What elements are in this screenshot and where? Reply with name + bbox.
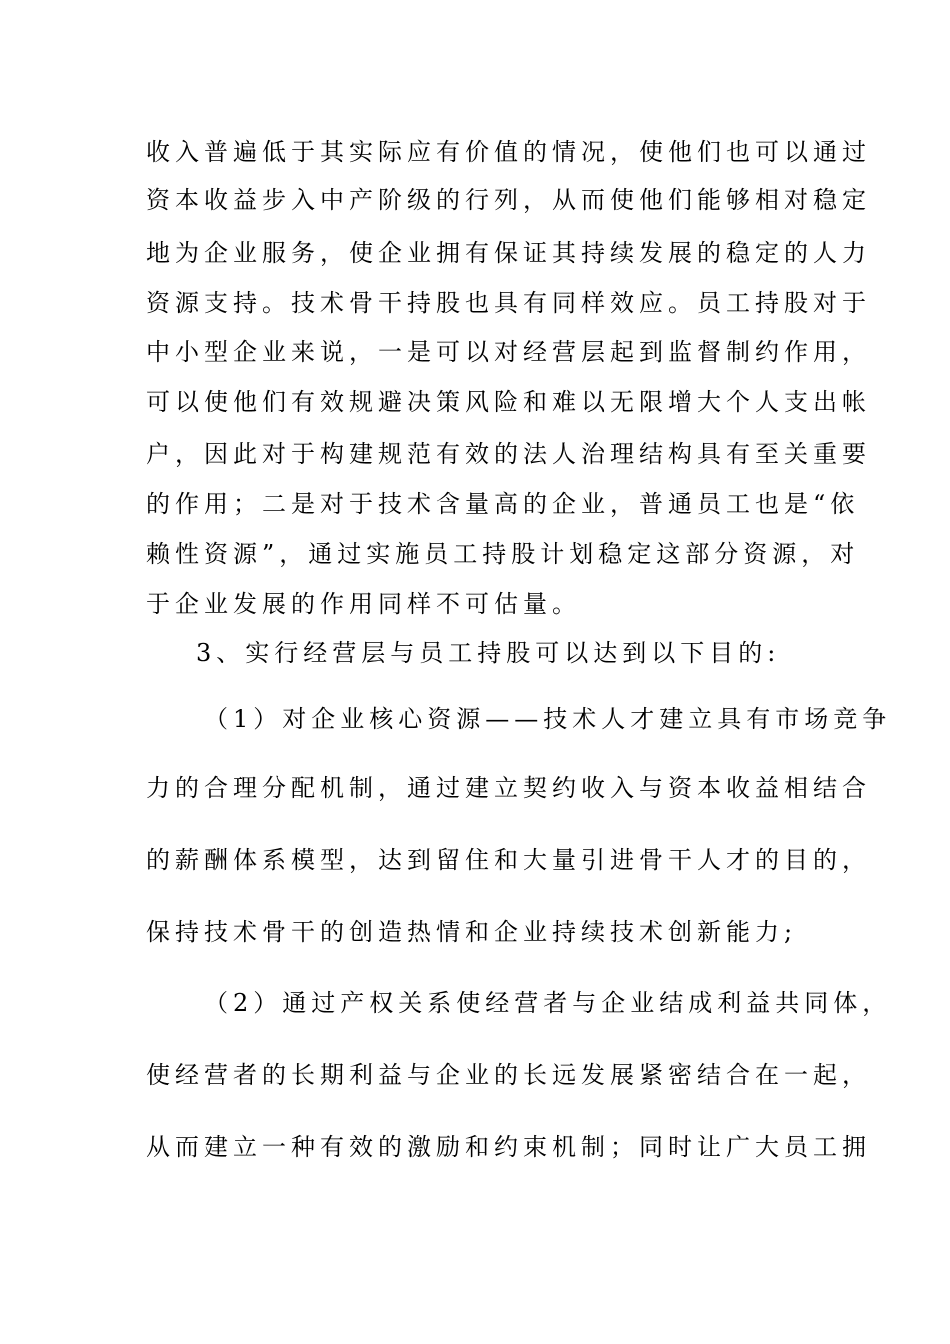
paragraph-line: 地为企业服务，使企业拥有保证其持续发展的稳定的人力 (146, 239, 871, 267)
list-item-line: （2）通过产权关系使经营者与企业结成利益共同体， (204, 989, 892, 1017)
paragraph-line: 的作用；二是对于技术含量高的企业，普通员工也是“依 (146, 490, 860, 518)
list-item-line: 从而建立一种有效的激励和约束机制；同时让广大员工拥 (146, 1133, 871, 1161)
list-item-line: 保持技术骨干的创造热情和企业持续技术创新能力; (146, 918, 798, 946)
paragraph-line: 于企业发展的作用同样不可估量。 (146, 590, 581, 618)
section-heading: 3、实行经营层与员工持股可以达到以下目的: (196, 639, 781, 667)
paragraph-line: 可以使他们有效规避决策风险和难以无限增大个人支出帐 (146, 388, 871, 416)
paragraph-line: 赖性资源”，通过实施员工持股计划稳定这部分资源，对 (146, 540, 860, 568)
paragraph-line: 收入普遍低于其实际应有价值的情况，使他们也可以通过 (146, 138, 871, 166)
paragraph-line: 资本收益步入中产阶级的行列，从而使他们能够相对稳定 (146, 186, 871, 214)
list-item-line: 的薪酬体系模型，达到留住和大量引进骨干人才的目的， (146, 846, 871, 874)
paragraph-line: 户，因此对于构建规范有效的法人治理结构具有至关重要 (146, 440, 871, 468)
list-item-line: 力的合理分配机制，通过建立契约收入与资本收益相结合 (146, 774, 871, 802)
paragraph-line: 中小型企业来说，一是可以对经营层起到监督制约作用， (146, 338, 871, 366)
list-item-line: 使经营者的长期利益与企业的长远发展紧密结合在一起， (146, 1061, 871, 1089)
list-item-line: （1）对企业核心资源——技术人才建立具有市场竞争 (204, 705, 892, 733)
paragraph-line: 资源支持。技术骨干持股也具有同样效应。员工持股对于 (146, 289, 871, 317)
